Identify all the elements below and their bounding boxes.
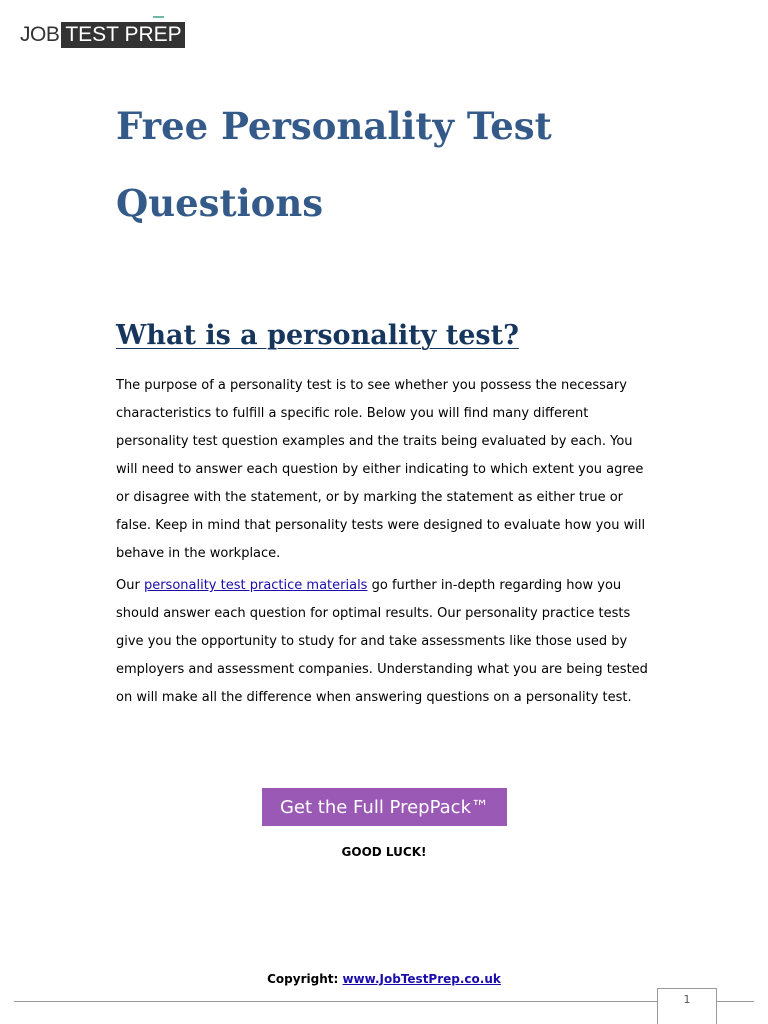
page-title: Free Personality Test Questions <box>116 104 552 225</box>
logo-testprep-text: TEST PREP <box>61 22 184 48</box>
get-preppack-button[interactable]: Get the Full PrepPack™ <box>262 788 507 826</box>
practice-paragraph <box>116 572 656 712</box>
section-heading: What is a personality test? <box>116 320 519 351</box>
website-link[interactable]: www.JobTestPrep.co.uk <box>342 972 501 986</box>
paragraph-prefix: Our <box>116 578 144 593</box>
practice-materials-link[interactable]: personality test practice materials <box>143 578 368 593</box>
page-number: 1 <box>657 988 717 1024</box>
good-luck-text: GOOD LUCK! <box>341 845 427 859</box>
logo-job-text: JOB <box>20 23 60 46</box>
copyright-label: Copyright: <box>267 972 343 986</box>
intro-paragraph: The purpose of a personality test is to see whether you possess the necessary characteristics to fulfill a specific role. Below you will find many different personality test question examples and the traits being evaluated by each. You will need to answer each question by either indicating to which extent you agree or disagree with the statement, or by marking the statement as either true or false. Keep in mind that personality tests were designed to evaluate how you will behave in the workplace. <box>116 378 646 561</box>
logo <box>20 22 185 48</box>
footer-copyright <box>0 972 768 986</box>
paragraph-suffix: go further in-depth regarding how you should answer each question for optimal results. Our personality practice tests give you the opportunity to study for and take assessments like those used by employers and assessment companies. Understanding what you are being tested on will make all the difference when answering questions on a personality test. <box>116 578 648 705</box>
logo-accent-mark <box>153 16 164 18</box>
footer-divider <box>14 1001 754 1002</box>
